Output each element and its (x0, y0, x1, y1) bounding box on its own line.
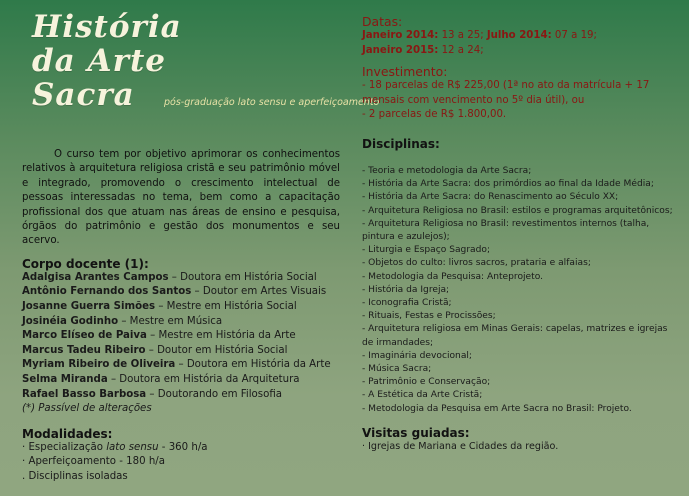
disciplines-section (362, 137, 680, 416)
faculty-member: Rafael Basso Barbosa – Doutorando em Filosofia (22, 388, 282, 400)
modality-item: · Especialização lato sensu - 360 h/a (22, 441, 208, 453)
modalities-heading: Modalidades: (22, 426, 113, 441)
dates-section (362, 14, 680, 58)
discipline-item: - História da Arte Sacra: do Renascimento ao Século XX; (362, 192, 619, 203)
left-column (22, 10, 340, 485)
faculty-member: Selma Miranda – Doutora em História da Arquitetura (22, 374, 300, 385)
disciplines-heading: Disciplinas: (362, 136, 440, 151)
discipline-item: - Objetos do culto: livros sacros, prataria e alfaias; (362, 258, 591, 269)
discipline-item: - Patrimônio e Conservação; (362, 377, 491, 388)
discipline-item: - Metodologia da Pesquisa: Anteprojeto. (362, 271, 543, 282)
discipline-item: - Teoria e metodologia da Arte Sacra; (362, 165, 532, 176)
discipline-item: - Arquitetura Religiosa no Brasil: estilos e programas arquitetônicos; (362, 205, 673, 216)
disciplines-list (362, 165, 680, 416)
course-subtitle: pós-graduação lato sensu e aperfeiçoamento (164, 97, 380, 108)
modality-item: · Aperfeiçoamento - 180 h/a (22, 456, 165, 468)
discipline-item: - Rituais, Festas e Procissões; (362, 311, 496, 322)
investment-heading: Investimento: (362, 64, 448, 80)
discipline-item: - Iconografia Cristã; (362, 298, 452, 308)
modality-item: . Disciplinas isoladas (22, 470, 128, 482)
investment-line: - 2 parcelas de R$ 1.800,00. (362, 109, 507, 121)
faculty-member: Josanne Guerra Simões – Mestre em História Social (22, 301, 297, 313)
discipline-item: - Metodologia da Pesquisa em Arte Sacra no Brasil: Projeto. (362, 403, 632, 414)
discipline-item: - Música Sacra; (362, 364, 432, 375)
guided-visits-text: · Igrejas de Mariana e Cidades da região. (362, 440, 559, 452)
title-line-2: da Arte (32, 43, 166, 79)
dates-heading: Datas: (362, 14, 403, 29)
faculty-member: Myriam Ribeiro de Oliveira – Doutora em História da Arte (22, 359, 331, 371)
modalities-section (22, 427, 340, 485)
guided-visits-heading: Visitas guiadas: (362, 425, 470, 440)
discipline-item: - História da Arte Sacra: dos primórdios ao final da Idade Média; (362, 179, 654, 190)
faculty-heading: Corpo docente (1): (22, 256, 149, 271)
guided-visits-section (362, 426, 680, 455)
dates-line-2: Janeiro 2015: 12 a 24; (362, 44, 484, 56)
discipline-item: - Liturgia e Espaço Sagrado; (362, 245, 491, 256)
title-line-1: História (32, 9, 182, 45)
faculty-member: Marcus Tadeu Ribeiro – Doutor em História Social (22, 344, 288, 356)
course-description: O curso tem por objetivo aprimorar os conhecimentos relativos à arquitetura religiosa cristã e seu patrimônio móvel e integrado, promovendo o crescimento intelectual de pessoas interessadas no tema, bem como a capacitação profissional dos que atuam nas áreas de ensino e pesquisa, órgãos do patrimônio e gestão dos monumentos e seu acervo. (22, 149, 340, 247)
right-column (362, 14, 680, 454)
investment-line: - 18 parcelas de R$ 225,00 (1ª no ato da matrícula + 17 mensais com vencimento no 5º dia útil), ou (362, 80, 650, 106)
faculty-member: Adalgisa Arantes Campos – Doutora em História Social (22, 271, 317, 283)
faculty-member: Josinéia Godinho – Mestre em Música (22, 315, 223, 327)
dates-line-1: Janeiro 2014: 13 a 25; Julho 2014: 07 a 19; (362, 30, 597, 41)
discipline-item: - Imaginária devocional; (362, 350, 472, 361)
faculty-note: (*) Passível de alterações (22, 403, 152, 415)
discipline-item: - Arquitetura religiosa em Minas Gerais: capelas, matrizes e igrejas de irmandades; (362, 324, 668, 348)
discipline-item: - Arquitetura Religiosa no Brasil: revestimentos internos (talha, pintura e azulejos); (362, 218, 650, 242)
title-line-3: Sacra (32, 77, 135, 113)
faculty-member: Antônio Fernando dos Santos – Doutor em Artes Visuais (22, 286, 327, 298)
discipline-item: - História da Igreja; (362, 284, 450, 295)
investment-section (362, 64, 680, 123)
discipline-item: - A Estética da Arte Cristã; (362, 390, 483, 401)
faculty-section (22, 257, 340, 417)
faculty-member: Marco Elíseo de Paiva – Mestre em História da Arte (22, 330, 296, 342)
